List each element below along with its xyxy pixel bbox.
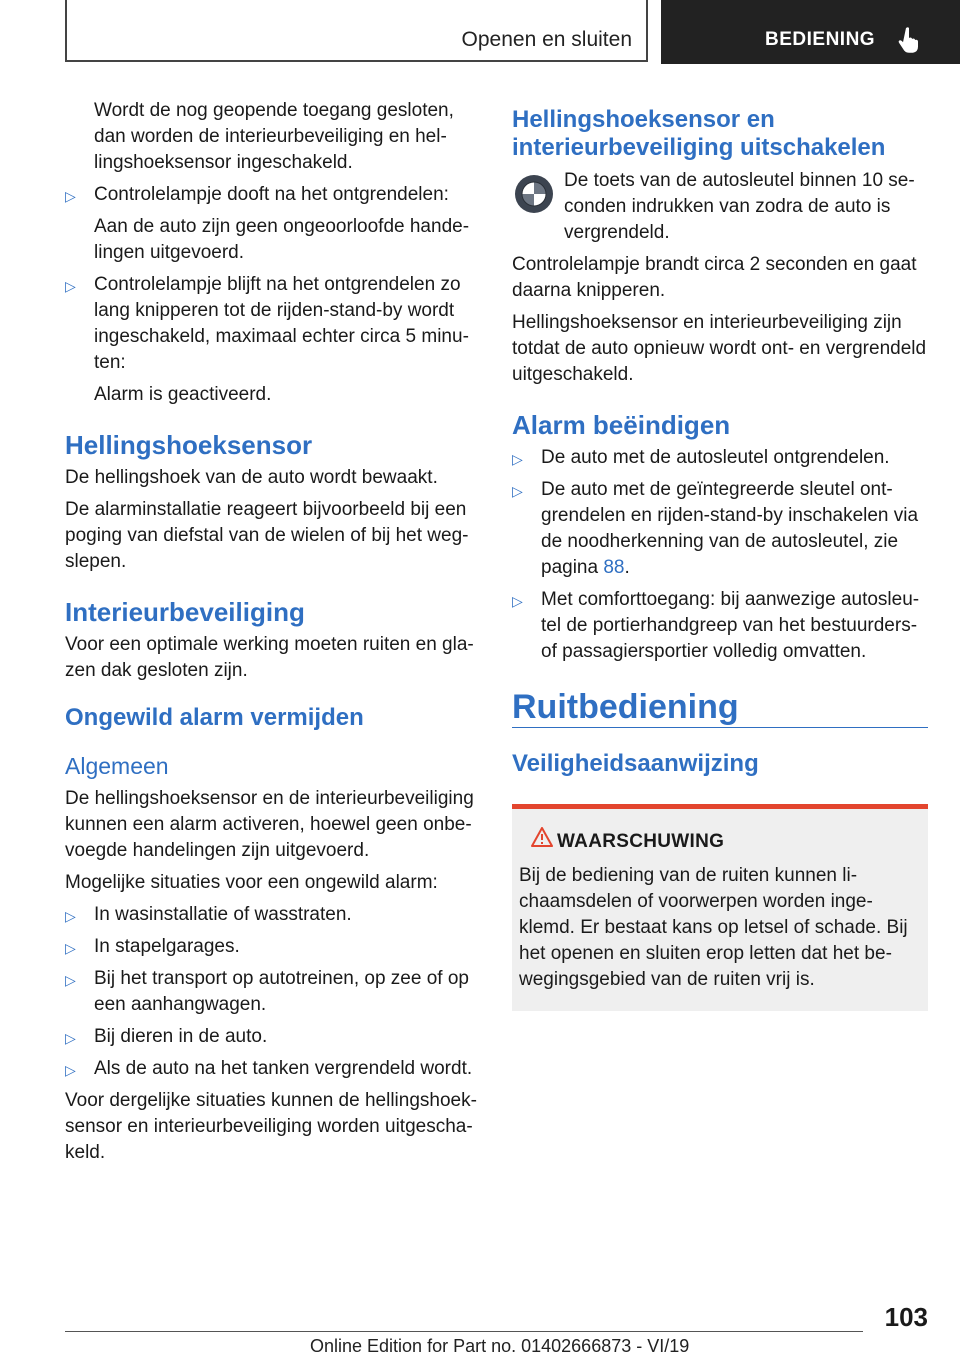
- right-column: [512, 98, 928, 1011]
- heading-interieurbeveiliging: Interieurbeveiliging: [65, 597, 305, 627]
- heading-uitschakelen: Hellingshoeksensor en interieurbeveiliging uitschakelen: [512, 106, 886, 161]
- left-column: [65, 98, 483, 1172]
- list-item: ▷ Als de auto na het tanken vergrendeld wordt.: [65, 1056, 483, 1082]
- triangle-bullet-icon: ▷: [512, 483, 523, 499]
- heading-hellingshoeksensor: Hellingshoeksensor: [65, 430, 313, 460]
- header-section-title: Openen en sluiten: [461, 28, 632, 51]
- paragraph: Voor een optimale werking moeten ruiten en glazen dak gesloten zijn.: [65, 634, 474, 681]
- paragraph: De alarminstallatie reageert bijvoorbeeld bij een poging van diefstal van de wielen of bij het wegslepen.: [65, 499, 469, 572]
- paragraph: Controlelampje brandt circa 2 seconden en gaat daarna knipperen.: [512, 254, 917, 301]
- page-number: 103: [884, 1302, 928, 1332]
- bmw-logo-icon: [514, 174, 554, 214]
- heading-ongewild-alarm: Ongewild alarm vermijden: [65, 704, 364, 731]
- list-item: ▷ In stapelgarages.: [65, 934, 483, 960]
- header-chapter-box: [661, 0, 960, 64]
- list-item: ▷ De auto met de autosleutel ontgrendelen.: [512, 445, 928, 471]
- header-chapter-title: BEDIENING: [765, 29, 876, 50]
- triangle-bullet-icon: ▷: [65, 1030, 76, 1046]
- footer-divider: [65, 1331, 863, 1332]
- triangle-bullet-icon: ▷: [65, 940, 76, 956]
- triangle-bullet-icon: ▷: [512, 593, 523, 609]
- status-list: [65, 182, 483, 208]
- paragraph: Voor dergelijke situaties kunnen de hellingshoeksensor en interieurbeveiliging worden uitgeschakeld.: [65, 1090, 477, 1163]
- heading-algemeen: Algemeen: [65, 753, 169, 779]
- list-item: ▷ De auto met de geïntegreerde sleutel ontgrendelen en rijden-stand-by inschakelen via de noodherkenning van de autosleutel, zie pagina 88.: [512, 479, 919, 578]
- paragraph: Hellingshoeksensor en interieurbeveiliging zijn totdat de auto opnieuw wordt ont- en vergrendeld uitgeschakeld.: [512, 312, 927, 385]
- paragraph: De hellingshoek van de auto wordt bewaakt.: [65, 467, 438, 488]
- heading-alarm-beeindigen: Alarm beëindigen: [512, 410, 731, 440]
- triangle-bullet-icon: ▷: [65, 908, 76, 924]
- page-link[interactable]: 88: [603, 557, 625, 578]
- header-section-box: [65, 0, 648, 62]
- pointing-hand-icon: [897, 26, 921, 54]
- triangle-bullet-icon: ▷: [65, 278, 76, 294]
- list-item: ▷ Controlelampje blijft na het ontgrendelen zo lang knipperen tot de rijden-stand-by wordt ingeschakeld, maximaal echter circa 5 minuten:: [65, 274, 469, 373]
- list-item: ▷ In wasinstallatie of wasstraten.: [65, 902, 483, 928]
- list-item: ▷ Controlelampje dooft na het ontgrendelen:: [65, 182, 483, 208]
- list-item: ▷ Met comforttoegang: bij aanwezige autosleutel de portierhandgreep van het bestuurders- of passagiersportier volledig omvatten.: [512, 589, 920, 662]
- warning-title: WAARSCHUWING: [519, 829, 920, 855]
- alarm-steps-list: [512, 445, 928, 665]
- situations-list: [65, 902, 483, 1082]
- warning-box: [512, 804, 928, 1011]
- list-item: ▷ Bij dieren in de auto.: [65, 1024, 483, 1050]
- footer-edition: Online Edition for Part no. 01402666873 - VI/19: [310, 1336, 690, 1356]
- list-item-result: Alarm is geactiveerd.: [94, 384, 272, 405]
- paragraph: De hellingshoeksensor en de interieurbeveiliging kunnen een alarm activeren, hoewel geen onbevoegde handelingen zijn uitgevoerd.: [65, 788, 474, 861]
- triangle-bullet-icon: ▷: [512, 451, 523, 467]
- intro-paragraph: Wordt de nog geopende toegang gesloten, dan worden de interieurbeveiliging en hellingshoeksensor ingeschakeld.: [94, 100, 454, 173]
- warning-triangle-icon: [531, 827, 553, 847]
- triangle-bullet-icon: ▷: [65, 1062, 76, 1078]
- triangle-bullet-icon: ▷: [65, 188, 76, 204]
- list-item-result: Aan de auto zijn geen ongeoorloofde handelingen uitgevoerd.: [94, 216, 470, 263]
- triangle-bullet-icon: ▷: [65, 972, 76, 988]
- warning-text: Bij de bediening van de ruiten kunnen lichaamsdelen of voorwerpen worden ingeklemd. Er bestaat kans op letsel of schade. Bij het openen en sluiten erop letten dat het bewegingsgebied van de ruiten vrij is.: [519, 865, 908, 990]
- page-header: [65, 0, 960, 64]
- bmw-key-paragraph: De toets van de autosleutel binnen 10 seconden indrukken van zodra de auto is vergrendeld.: [512, 168, 928, 246]
- paragraph: Mogelijke situaties voor een ongewild alarm:: [65, 872, 438, 893]
- list-item: ▷ Bij het transport op autotreinen, op zee of op een aanhangwagen.: [65, 968, 469, 1015]
- heading-veiligheidsaanwijzing: Veiligheidsaanwijzing: [512, 750, 759, 777]
- heading-ruitbediening: Ruitbediening: [512, 687, 928, 728]
